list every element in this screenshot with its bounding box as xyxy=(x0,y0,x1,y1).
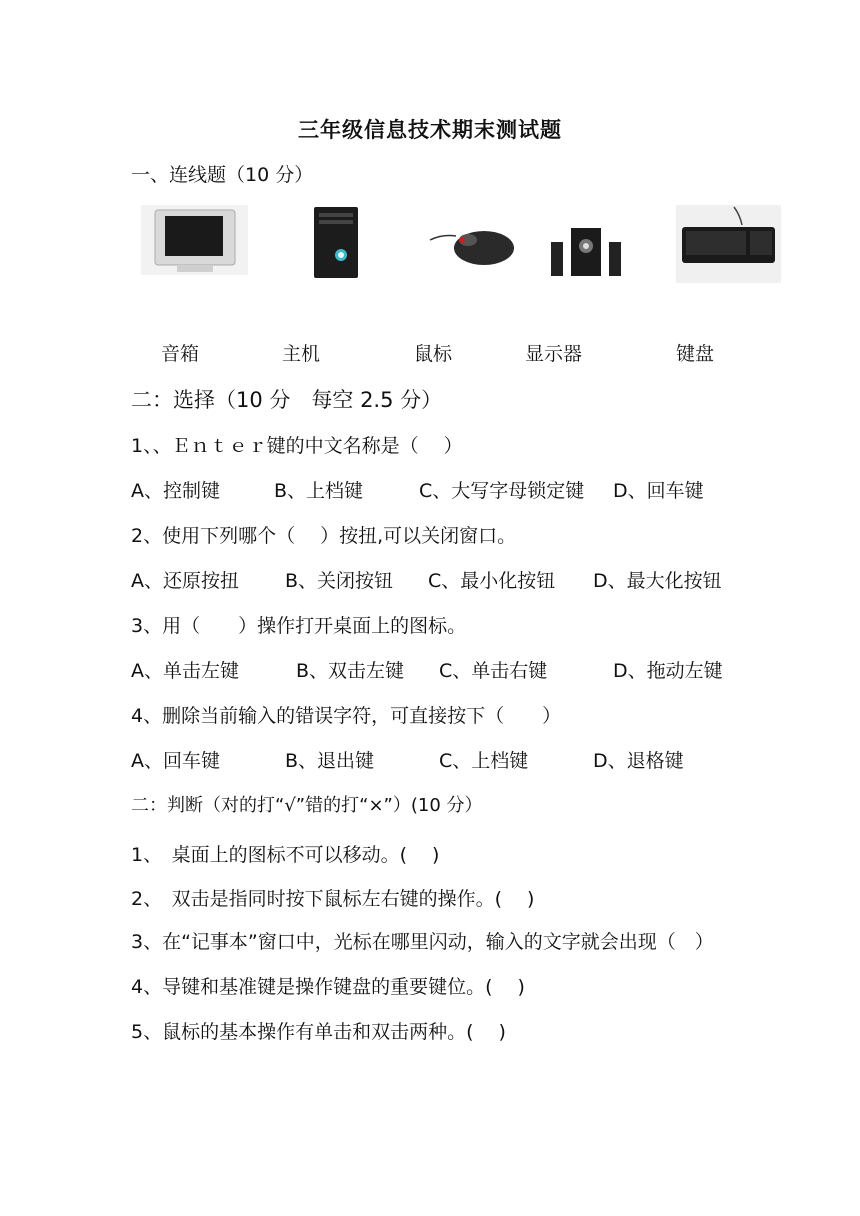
q1-option-b: B、上档键 xyxy=(274,480,364,502)
judge-item-4: 4、导键和基准键是操作键盘的重要键位。( ) xyxy=(131,976,525,998)
question-3: 3、用（ ）操作打开桌面上的图标。 xyxy=(131,615,467,637)
question-4: 4、删除当前输入的错误字符，可直接按下（ ） xyxy=(131,705,562,727)
section1-heading: 一、连线题（10 分） xyxy=(131,164,314,186)
q2-option-c: C、最小化按钮 xyxy=(428,570,556,592)
q4-option-b: B、退出键 xyxy=(285,750,375,772)
q2-option-d: D、最大化按钮 xyxy=(593,570,722,592)
q1-option-a: A、控制键 xyxy=(131,480,220,502)
judge-item-2: 2、 双击是指同时按下鼠标左右键的操作。( ) xyxy=(131,888,535,910)
q3-option-c: C、单击右键 xyxy=(439,660,548,682)
q2-option-b: B、关闭按钮 xyxy=(285,570,394,592)
question-2: 2、使用下列哪个（ ）按扭,可以关闭窗口。 xyxy=(131,525,517,547)
q2-option-a: A、还原按扭 xyxy=(131,570,239,592)
computer-case-image xyxy=(311,205,361,280)
label-monitor: 显示器 xyxy=(525,343,583,365)
speakers-image xyxy=(543,220,633,280)
label-host: 主机 xyxy=(282,343,321,365)
question-1: 1、、Ｅｎｔｅｒ键的中文名称是（ ） xyxy=(131,435,463,457)
q1-option-c: C、大写字母锁定键 xyxy=(419,480,585,502)
judge-item-3: 3、在“记事本”窗口中，光标在哪里闪动，输入的文字就会出现（ ） xyxy=(131,931,714,953)
section3-heading: 二：判断（对的打“√”错的打“×”）(10 分） xyxy=(131,795,483,816)
keyboard-image xyxy=(676,205,781,283)
monitor-image xyxy=(141,205,248,275)
q4-option-d: D、退格键 xyxy=(593,750,684,772)
q4-option-c: C、上档键 xyxy=(439,750,529,772)
q3-option-d: D、拖动左键 xyxy=(613,660,723,682)
label-mouse: 鼠标 xyxy=(414,343,453,365)
judge-item-5: 5、鼠标的基本操作有单击和双击两种。( ) xyxy=(131,1021,506,1043)
q1-option-d: D、回车键 xyxy=(613,480,704,502)
judge-item-1: 1、 桌面上的图标不可以移动。( ) xyxy=(131,844,440,866)
label-keyboard: 键盘 xyxy=(676,343,715,365)
q4-option-a: A、回车键 xyxy=(131,750,220,772)
section2-heading: 二：选择（10 分 每空 2.5 分） xyxy=(131,388,443,412)
mouse-image xyxy=(428,222,518,272)
q3-option-a: A、单击左键 xyxy=(131,660,239,682)
q3-option-b: B、双击左键 xyxy=(296,660,405,682)
page-title: 三年级信息技术期末测试题 xyxy=(298,118,562,142)
label-speakers: 音箱 xyxy=(161,343,200,365)
